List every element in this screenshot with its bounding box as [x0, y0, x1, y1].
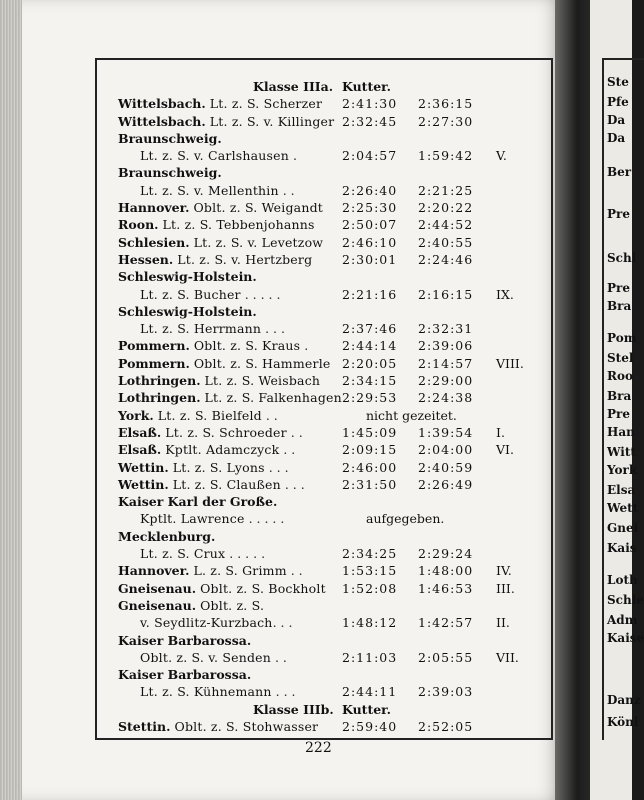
- time-elapsed: 2:26:40: [342, 182, 398, 198]
- placing: IV.: [496, 563, 512, 579]
- leader-dots: .: [300, 338, 309, 354]
- ship-name: Wittelsbach.: [118, 113, 206, 129]
- leader-dots: . . .: [264, 459, 289, 475]
- ship-name: York.: [118, 407, 154, 423]
- time-corrected: 1:39:54: [418, 424, 474, 440]
- leader-dots: . . .: [271, 684, 296, 700]
- officer-name: Lt. z. S. Claußen: [172, 476, 281, 492]
- officer-name: Lt. z. S. v. Hertzberg: [177, 251, 313, 267]
- time-elapsed: 2:09:15: [342, 442, 398, 458]
- table-row: [118, 95, 538, 112]
- time-corrected: 2:44:52: [418, 217, 474, 233]
- officer-name: Oblt. z. S. Hammerle: [193, 355, 331, 371]
- time-elapsed: 1:53:15: [342, 563, 398, 579]
- time-elapsed: 2:29:53: [342, 390, 398, 406]
- right-page-fragment: Elsa: [607, 483, 636, 497]
- officer-name: Lt. z. S. Weisbach: [204, 373, 321, 389]
- table-row: [118, 216, 538, 233]
- time-elapsed: 1:45:09: [342, 424, 398, 440]
- ship-name: Schleswig-Holstein.: [118, 303, 257, 319]
- class-heading: [118, 701, 538, 718]
- right-page-fragment: Kaise: [607, 631, 644, 645]
- time-elapsed: 2:41:30: [342, 96, 398, 112]
- time-elapsed: 2:37:46: [342, 321, 398, 337]
- ship-name: Wettin.: [118, 459, 169, 475]
- right-page-fragment: Pom: [607, 331, 637, 345]
- table-row: [118, 389, 538, 406]
- right-page-fragment: Pre: [607, 281, 630, 295]
- table-row: [118, 372, 538, 389]
- right-page-fragment: Schl: [607, 251, 637, 265]
- table-row: [118, 632, 538, 649]
- placing: III.: [496, 580, 515, 596]
- table-row: [118, 597, 538, 614]
- ship-name: Braunschweig.: [118, 165, 222, 181]
- time-corrected: 2:52:05: [418, 718, 474, 734]
- page-number: 222: [305, 740, 332, 756]
- result-note: aufgegeben.: [366, 511, 445, 527]
- right-page-fragment: Ste: [607, 75, 629, 89]
- time-elapsed: 2:04:57: [342, 148, 398, 164]
- result-note: nicht gezeitet.: [366, 407, 457, 423]
- right-page-fragment: Roo: [607, 369, 633, 383]
- officer-name: Oblt. z. S. Stohwasser: [174, 718, 319, 734]
- time-elapsed: 2:32:45: [342, 113, 398, 129]
- table-row: [118, 199, 538, 216]
- time-elapsed: 2:46:10: [342, 234, 398, 250]
- table-row: [118, 320, 538, 337]
- time-elapsed: 1:48:12: [342, 615, 398, 631]
- right-page-fragment: Da: [607, 131, 626, 145]
- placing: II.: [496, 615, 510, 631]
- ship-name: Wittelsbach.: [118, 96, 206, 112]
- officer-name: v. Seydlitz-Kurzbach: [140, 615, 273, 631]
- time-elapsed: 2:50:07: [342, 217, 398, 233]
- leader-dots: . .: [286, 563, 303, 579]
- time-corrected: 2:40:55: [418, 234, 474, 250]
- ship-name: Braunschweig.: [118, 130, 222, 146]
- right-page-fragment: Adm: [607, 613, 638, 627]
- class-label: Klasse IIIb.: [253, 701, 334, 717]
- right-page-fragment: Ber: [607, 165, 632, 179]
- time-corrected: 1:46:53: [418, 580, 474, 596]
- table-row: [118, 562, 538, 579]
- table-row: [118, 476, 538, 493]
- placing: VIII.: [496, 355, 524, 371]
- officer-name: Lt. z. S. v. Levetzow: [193, 234, 324, 250]
- ship-name: Elsaß.: [118, 424, 162, 440]
- officer-name: Oblt. z. S.: [200, 597, 265, 613]
- time-elapsed: 2:11:03: [342, 649, 398, 665]
- right-page-fragment: Köni: [607, 715, 639, 729]
- table-row: [118, 545, 538, 562]
- ship-name: Pommern.: [118, 338, 190, 354]
- table-row: [118, 528, 538, 545]
- right-page-fragment: Stel: [607, 351, 634, 365]
- leader-dots: . . .: [280, 476, 305, 492]
- time-elapsed: 2:34:15: [342, 373, 398, 389]
- table-row: [118, 164, 538, 181]
- table-row: [118, 268, 538, 285]
- table-row: [118, 649, 538, 666]
- ship-name: Gneisenau.: [118, 580, 197, 596]
- leader-dots: . . . . .: [225, 546, 266, 562]
- time-elapsed: 2:31:50: [342, 476, 398, 492]
- officer-name: Lt. z. S. v. Killinger: [209, 113, 335, 129]
- placing: VII.: [496, 649, 519, 665]
- ship-name: Kaiser Barbarossa.: [118, 667, 252, 683]
- table-row: [118, 251, 538, 268]
- time-elapsed: 2:46:00: [342, 459, 398, 475]
- time-corrected: 1:59:42: [418, 148, 474, 164]
- ship-name: Lothringen.: [118, 390, 201, 406]
- officer-name: Kptlt. Lawrence: [140, 511, 245, 527]
- right-page-fragment: York: [607, 463, 638, 477]
- leader-dots: . .: [271, 649, 287, 665]
- ship-name: Elsaß.: [118, 442, 162, 458]
- leader-dots: . .: [279, 442, 296, 458]
- ship-name: Hessen.: [118, 251, 174, 267]
- officer-name: Oblt. z. S. v. Senden: [140, 649, 272, 665]
- right-page-fragment: Loth: [607, 573, 638, 587]
- time-corrected: 2:21:25: [418, 182, 474, 198]
- table-row: [118, 407, 538, 424]
- time-elapsed: 2:25:30: [342, 200, 398, 216]
- table-row: [118, 666, 538, 683]
- time-corrected: 1:42:57: [418, 615, 474, 631]
- officer-name: Oblt. z. S. Bockholt: [200, 580, 326, 596]
- time-corrected: 2:39:06: [418, 338, 474, 354]
- time-corrected: 2:39:03: [418, 684, 474, 700]
- right-page-fragment: Han: [607, 425, 635, 439]
- boat-type: Kutter.: [342, 701, 391, 717]
- table-row: [118, 580, 538, 597]
- officer-name: Lt. z. S. v. Mellenthin: [140, 182, 279, 198]
- table-row: [118, 683, 538, 700]
- right-page-fragment: Schle: [607, 593, 644, 607]
- officer-name: Oblt. z. S. Weigandt: [193, 200, 324, 216]
- table-row: [118, 113, 538, 130]
- officer-name: Lt. z. S. Scherzer: [209, 96, 323, 112]
- time-corrected: 2:36:15: [418, 96, 474, 112]
- right-page-fragment: Danz: [607, 693, 641, 707]
- ship-name: Hannover.: [118, 563, 190, 579]
- right-page-fragment: Bra: [607, 299, 632, 313]
- ship-name: Kaiser Karl der Große.: [118, 494, 278, 510]
- time-corrected: 2:05:55: [418, 649, 474, 665]
- table-row: [118, 147, 538, 164]
- time-elapsed: 1:52:08: [342, 580, 398, 596]
- time-corrected: 2:29:00: [418, 373, 474, 389]
- officer-name: L. z. S. Grimm: [193, 563, 287, 579]
- ship-name: Kaiser Barbarossa.: [118, 632, 252, 648]
- time-corrected: 2:40:59: [418, 459, 474, 475]
- time-corrected: 2:29:24: [418, 546, 474, 562]
- ship-name: Lothringen.: [118, 373, 201, 389]
- right-page-fragment: Pfe: [607, 95, 629, 109]
- officer-name: Lt. z. S. Bucher: [140, 286, 241, 302]
- leader-dots: .: [289, 148, 297, 164]
- time-elapsed: 2:59:40: [342, 718, 398, 734]
- table-row: [118, 493, 538, 510]
- ship-name: Hannover.: [118, 200, 190, 216]
- right-page-fragment: Wett: [607, 501, 639, 515]
- table-row: [118, 424, 538, 441]
- table-row: [118, 130, 538, 147]
- leader-dots: . . .: [272, 615, 293, 631]
- ship-name: Gneisenau.: [118, 597, 197, 613]
- right-page-fragment: Gnei: [607, 521, 639, 535]
- time-elapsed: 2:30:01: [342, 251, 398, 267]
- time-corrected: 2:27:30: [418, 113, 474, 129]
- leader-dots: . . . . .: [244, 511, 285, 527]
- boat-type: Kutter.: [342, 79, 391, 94]
- officer-name: Lt. z. S. Kühnemann: [140, 684, 272, 700]
- ship-name: Schlesien.: [118, 234, 190, 250]
- officer-name: Oblt. z. S. Kraus: [193, 338, 301, 354]
- placing: I.: [496, 424, 505, 440]
- leader-dots: . . . . .: [240, 286, 281, 302]
- time-corrected: 2:32:31: [418, 321, 474, 337]
- leader-dots: . . .: [261, 321, 285, 337]
- time-corrected: 2:04:00: [418, 442, 474, 458]
- right-page-fragment: Pre: [607, 407, 630, 421]
- leader-dots: . .: [286, 424, 303, 440]
- table-row: [118, 182, 538, 199]
- right-page-fragment: Pre: [607, 207, 630, 221]
- leader-dots: . .: [261, 407, 278, 423]
- time-elapsed: 2:21:16: [342, 286, 398, 302]
- time-corrected: 2:24:38: [418, 390, 474, 406]
- ship-name: Wettin.: [118, 476, 169, 492]
- time-corrected: 2:24:46: [418, 251, 474, 267]
- time-elapsed: 2:44:14: [342, 338, 398, 354]
- officer-name: Kptlt. Adamczyck: [165, 442, 280, 458]
- right-page-fragment: Bra: [607, 389, 632, 403]
- table-row: [118, 337, 538, 354]
- officer-name: Lt. z. S. Schroeder: [165, 424, 287, 440]
- ship-name: Mecklenburg.: [118, 528, 216, 544]
- time-corrected: 2:16:15: [418, 286, 474, 302]
- results-table: [118, 78, 538, 735]
- time-corrected: 2:14:57: [418, 355, 474, 371]
- officer-name: Lt. z. S. Tebbenjohanns: [162, 217, 315, 233]
- table-row: [118, 303, 538, 320]
- time-corrected: 2:26:49: [418, 476, 474, 492]
- table-row: [118, 441, 538, 458]
- time-elapsed: 2:44:11: [342, 684, 398, 700]
- right-page-fragment: Kais: [607, 541, 637, 555]
- officer-name: Lt. z. S. Lyons: [172, 459, 265, 475]
- table-row: [118, 718, 538, 735]
- table-row: [118, 234, 538, 251]
- ship-name: Pommern.: [118, 355, 190, 371]
- time-elapsed: 2:20:05: [342, 355, 398, 371]
- officer-name: Lt. z. S. Bielfeld: [157, 407, 262, 423]
- officer-name: Lt. z. S. v. Carlshausen: [140, 148, 290, 164]
- ship-name: Roon.: [118, 217, 159, 233]
- time-elapsed: 2:34:25: [342, 546, 398, 562]
- table-row: [118, 510, 538, 527]
- time-corrected: 2:20:22: [418, 200, 474, 216]
- class-heading: [118, 78, 538, 95]
- leader-dots: . .: [278, 182, 295, 198]
- officer-name: Lt. z. S. Crux: [140, 546, 226, 562]
- right-page-fragment: Witt: [607, 445, 636, 459]
- officer-name: Lt. z. S. Falkenhagen: [204, 390, 342, 406]
- time-corrected: 1:48:00: [418, 563, 474, 579]
- class-label: Klasse IIIa.: [253, 79, 334, 94]
- table-row: [118, 614, 538, 631]
- officer-name: Lt. z. S. Herrmann: [140, 321, 262, 337]
- placing: IX.: [496, 286, 514, 302]
- ship-name: Schleswig-Holstein.: [118, 269, 257, 285]
- table-row: [118, 459, 538, 476]
- book-gutter: [555, 0, 595, 800]
- placing: VI.: [496, 442, 514, 458]
- ship-name: Stettin.: [118, 718, 171, 734]
- right-page-fragment: Da: [607, 113, 626, 127]
- table-row: [118, 355, 538, 372]
- table-row: [118, 286, 538, 303]
- placing: V.: [496, 148, 507, 164]
